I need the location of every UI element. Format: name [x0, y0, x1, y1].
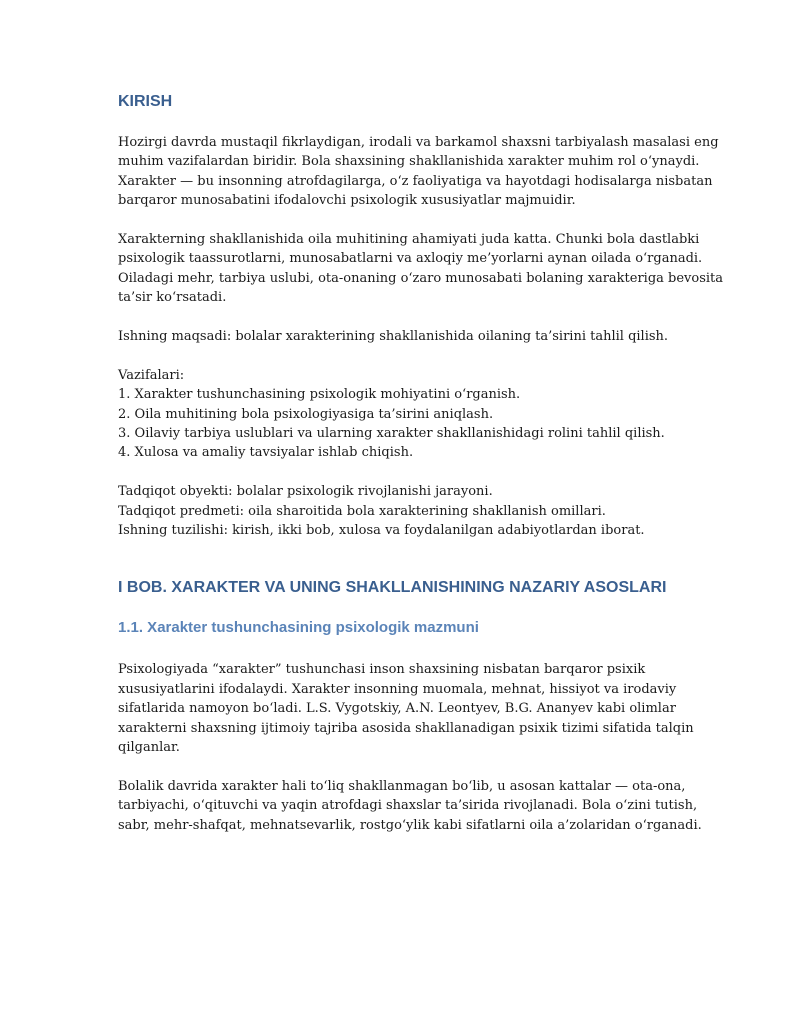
text-line: sifatlarida namoyon bo‘ladi. L.S. Vygotskiy, A.N. Leontyev, B.G. Ananyev kabi olimlar	[118, 701, 676, 717]
text-line: Bolalik davrida xarakter hali to‘liq shakllanmagan bo‘lib, u asosan kattalar — ota-ona,	[118, 778, 686, 794]
text-line: ta’sir ko‘rsatadi.	[118, 290, 227, 306]
text-line: psixologik taassurotlarni, munosabatlarni va axloqiy me’yorlarni aynan oilada o‘rganadi.	[118, 251, 703, 267]
intro-research-paragraph	[118, 482, 688, 540]
text-line: Ishning tuzilishi: kirish, ikki bob, xulosa va foydalanilgan adabiyotlardan iborat.	[118, 523, 645, 539]
subsection-heading: 1.1. Xarakter tushunchasining psixologik mazmuni	[118, 619, 479, 637]
document-body	[118, 92, 724, 835]
list-item: 1. Xarakter tushunchasining psixologik mohiyatini o‘rganish.	[118, 387, 521, 403]
list-item: 2. Oila muhitining bola psixologiyasiga ta’sirini aniqlash.	[118, 406, 494, 422]
text-line: Hozirgi davrda mustaqil fikrlaydigan, irodali va barkamol shaxsni tarbiyalash masalasi eng	[118, 135, 719, 150]
section-heading-kirish: KIRISH	[118, 93, 173, 110]
chapter-paragraph-2	[118, 777, 702, 835]
text-line: Xarakter — bu insonning atrofdagilarga, o‘z faoliyatiga va hayotdagi hodisalarga nisbatan	[118, 173, 713, 189]
intro-paragraph-1	[118, 133, 719, 211]
text-line: Xarakterning shakllanishida oila muhitining ahamiyati juda katta. Chunki bola dastlabki	[118, 232, 700, 248]
text-line: Ishning maqsadi: bolalar xarakterining shakllanishida oilaning ta’sirini tahlil qilish.	[118, 329, 669, 345]
text-line: qilganlar.	[118, 740, 180, 756]
list-item: 3. Oilaviy tarbiya uslublari va ularning xarakter shakllanishidagi rolini tahlil qilish.	[118, 426, 665, 442]
text-line: xususiyatlarini ifodalaydi. Xarakter insonning muomala, mehnat, hissiyot va irodaviy	[118, 681, 677, 697]
text-line: xarakterni shaxsning ijtimoiy tajriba asosida shakllanadigan psixik tizimi sifatida talqin	[118, 720, 694, 736]
text-line: Psixologiyada “xarakter” tushunchasi inson shaxsining nisbatan barqaror psixik	[118, 662, 646, 678]
text-line: Tadqiqot obyekti: bolalar psixologik rivojlanishi jarayoni.	[118, 484, 493, 500]
text-line: tarbiyachi, o‘qituvchi va yaqin atrofdagi shaxslar ta’sirida rivojlanadi. Bola o‘zini tutish,	[118, 798, 698, 814]
text-line: Tadqiqot predmeti: oila sharoitida bola xarakterining shakllanish omillari.	[118, 503, 606, 519]
text-line: sabr, mehr-shafqat, mehnatsevarlik, rostgo‘ylik kabi sifatlarni oila a’zolaridan o‘rganadi.	[118, 817, 702, 833]
list-title: Vazifalari:	[118, 367, 185, 383]
intro-tasks-list	[118, 366, 688, 463]
chapter-heading: I BOB. XARAKTER VA UNING SHAKLLANISHINING NAZARIY ASOSLARI	[118, 579, 667, 597]
text-line: Oiladagi mehr, tarbiya uslubi, ota-onaning o‘zaro munosabati bolaning xarakteriga bevosita	[118, 270, 724, 286]
intro-goal-paragraph	[118, 327, 688, 346]
intro-paragraph-2	[118, 230, 724, 308]
chapter-paragraph-1	[118, 660, 694, 757]
text-line: barqaror munosabatini ifodalovchi psixologik xususiyatlar majmuidir.	[118, 193, 576, 209]
list-item: 4. Xulosa va amaliy tavsiyalar ishlab chiqish.	[118, 445, 414, 461]
text-line: muhim vazifalardan biridir. Bola shaxsining shakllanishida xarakter muhim rol o‘ynaydi.	[118, 154, 700, 170]
